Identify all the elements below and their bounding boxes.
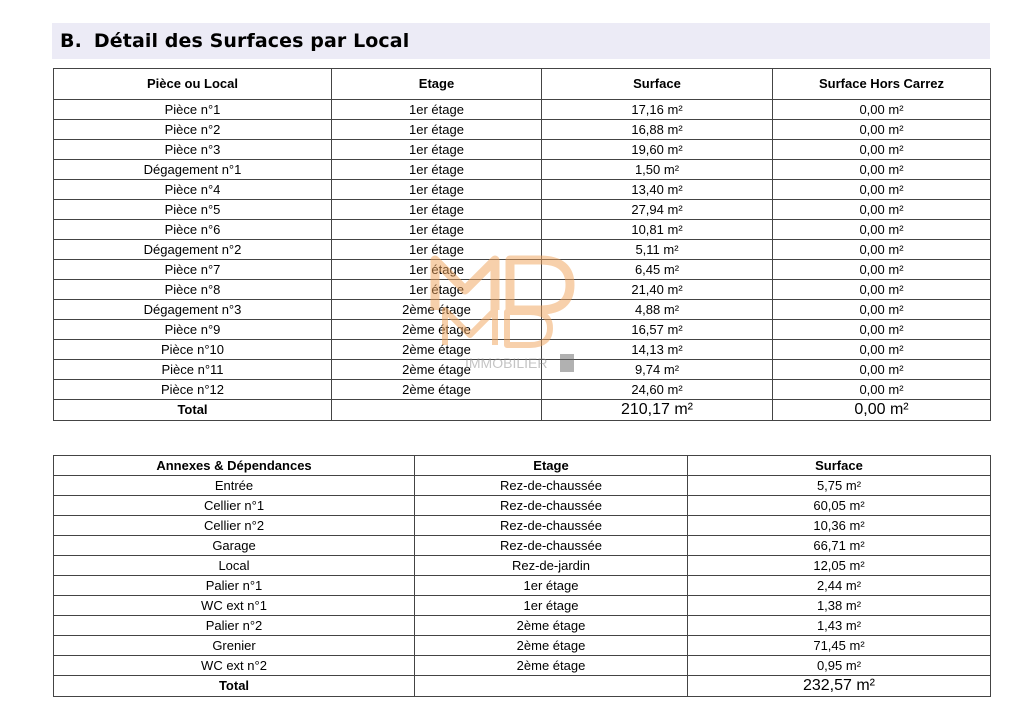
table-header-row — [54, 456, 991, 476]
cell-surface: 60,05 m² — [688, 496, 991, 516]
cell-hors-carrez: 0,00 m² — [773, 360, 991, 380]
table-row — [54, 636, 991, 656]
table-row — [54, 360, 991, 380]
cell-surface: 0,95 m² — [688, 656, 991, 676]
cell-hors-carrez: 0,00 m² — [773, 320, 991, 340]
cell-hors-carrez: 0,00 m² — [773, 260, 991, 280]
cell-surface: 10,81 m² — [542, 220, 773, 240]
cell-etage: 2ème étage — [332, 320, 542, 340]
total-etage — [332, 400, 542, 421]
cell-etage: 2ème étage — [415, 656, 688, 676]
cell-etage: 2ème étage — [332, 300, 542, 320]
cell-piece: Pièce n°6 — [54, 220, 332, 240]
cell-annexe: Cellier n°1 — [54, 496, 415, 516]
cell-piece: Dégagement n°2 — [54, 240, 332, 260]
table-row — [54, 320, 991, 340]
cell-annexe: WC ext n°2 — [54, 656, 415, 676]
cell-surface: 1,50 m² — [542, 160, 773, 180]
table-row — [54, 656, 991, 676]
cell-surface: 4,88 m² — [542, 300, 773, 320]
column-header-etage: Etage — [332, 69, 542, 100]
cell-annexe: WC ext n°1 — [54, 596, 415, 616]
cell-surface: 17,16 m² — [542, 100, 773, 120]
column-header-surface: Surface — [542, 69, 773, 100]
table-row — [54, 200, 991, 220]
table-row — [54, 120, 991, 140]
cell-surface: 2,44 m² — [688, 576, 991, 596]
cell-surface: 10,36 m² — [688, 516, 991, 536]
cell-etage: Rez-de-chaussée — [415, 516, 688, 536]
cell-surface: 9,74 m² — [542, 360, 773, 380]
table-total-row — [54, 400, 991, 421]
section-letter: B. — [60, 30, 82, 52]
cell-annexe: Palier n°2 — [54, 616, 415, 636]
cell-surface: 19,60 m² — [542, 140, 773, 160]
cell-etage: 1er étage — [332, 160, 542, 180]
cell-hors-carrez: 0,00 m² — [773, 200, 991, 220]
column-header-annexes: Annexes & Dépendances — [54, 456, 415, 476]
total-surface: 232,57 m² — [688, 676, 991, 697]
cell-annexe: Cellier n°2 — [54, 516, 415, 536]
cell-surface: 66,71 m² — [688, 536, 991, 556]
table-row — [54, 300, 991, 320]
cell-etage: 1er étage — [415, 596, 688, 616]
table-row — [54, 140, 991, 160]
cell-etage: 2ème étage — [332, 380, 542, 400]
cell-surface: 16,57 m² — [542, 320, 773, 340]
cell-piece: Pièce n°9 — [54, 320, 332, 340]
cell-etage: Rez-de-chaussée — [415, 536, 688, 556]
cell-etage: 1er étage — [332, 220, 542, 240]
cell-surface: 16,88 m² — [542, 120, 773, 140]
cell-annexe: Garage — [54, 536, 415, 556]
cell-piece: Dégagement n°1 — [54, 160, 332, 180]
table-row — [54, 496, 991, 516]
cell-piece: Pièce n°4 — [54, 180, 332, 200]
total-surface: 210,17 m² — [542, 400, 773, 421]
table-row — [54, 616, 991, 636]
cell-surface: 24,60 m² — [542, 380, 773, 400]
cell-hors-carrez: 0,00 m² — [773, 240, 991, 260]
table-row — [54, 516, 991, 536]
cell-etage: Rez-de-chaussée — [415, 476, 688, 496]
cell-hors-carrez: 0,00 m² — [773, 300, 991, 320]
cell-surface: 71,45 m² — [688, 636, 991, 656]
column-header-hors-carrez: Surface Hors Carrez — [773, 69, 991, 100]
cell-etage: 1er étage — [332, 140, 542, 160]
cell-etage: 2ème étage — [332, 360, 542, 380]
table-row — [54, 240, 991, 260]
cell-etage: 2ème étage — [332, 340, 542, 360]
table-row — [54, 340, 991, 360]
table-row — [54, 380, 991, 400]
table-row — [54, 476, 991, 496]
cell-surface: 6,45 m² — [542, 260, 773, 280]
table-row — [54, 596, 991, 616]
cell-etage: 2ème étage — [415, 616, 688, 636]
cell-surface: 1,38 m² — [688, 596, 991, 616]
cell-etage: 1er étage — [332, 280, 542, 300]
annexes-table — [53, 455, 991, 697]
cell-hors-carrez: 0,00 m² — [773, 160, 991, 180]
cell-etage: 1er étage — [332, 200, 542, 220]
cell-piece: Pièce n°10 — [54, 340, 332, 360]
table-row — [54, 100, 991, 120]
table-row — [54, 180, 991, 200]
section-title-text: Détail des Surfaces par Local — [93, 30, 410, 52]
cell-hors-carrez: 0,00 m² — [773, 140, 991, 160]
watermark-subtitle: IMMOBILIER — [465, 355, 548, 371]
cell-etage: 1er étage — [415, 576, 688, 596]
column-header-piece: Pièce ou Local — [54, 69, 332, 100]
cell-annexe: Grenier — [54, 636, 415, 656]
cell-etage: 1er étage — [332, 100, 542, 120]
cell-etage: 1er étage — [332, 240, 542, 260]
cell-piece: Pièce n°8 — [54, 280, 332, 300]
cell-surface: 21,40 m² — [542, 280, 773, 300]
table-row — [54, 260, 991, 280]
cell-piece: Pièce n°2 — [54, 120, 332, 140]
table-row — [54, 576, 991, 596]
cell-annexe: Entrée — [54, 476, 415, 496]
cell-etage: 2ème étage — [415, 636, 688, 656]
cell-etage: 1er étage — [332, 260, 542, 280]
cell-piece: Pièce n°11 — [54, 360, 332, 380]
cell-hors-carrez: 0,00 m² — [773, 120, 991, 140]
cell-surface: 14,13 m² — [542, 340, 773, 360]
cell-etage: 1er étage — [332, 120, 542, 140]
cell-hors-carrez: 0,00 m² — [773, 380, 991, 400]
table-row — [54, 536, 991, 556]
cell-piece: Pièce n°5 — [54, 200, 332, 220]
surfaces-table — [53, 68, 991, 421]
cell-surface: 12,05 m² — [688, 556, 991, 576]
total-label: Total — [54, 400, 332, 421]
cell-etage: Rez-de-jardin — [415, 556, 688, 576]
cell-hors-carrez: 0,00 m² — [773, 100, 991, 120]
table-row — [54, 280, 991, 300]
total-hors-carrez: 0,00 m² — [773, 400, 991, 421]
table-total-row — [54, 676, 991, 697]
cell-piece: Dégagement n°3 — [54, 300, 332, 320]
cell-annexe: Palier n°1 — [54, 576, 415, 596]
total-etage — [415, 676, 688, 697]
table-header-row — [54, 69, 991, 100]
cell-surface: 27,94 m² — [542, 200, 773, 220]
cell-etage: Rez-de-chaussée — [415, 496, 688, 516]
column-header-etage: Etage — [415, 456, 688, 476]
cell-hors-carrez: 0,00 m² — [773, 220, 991, 240]
cell-surface: 5,75 m² — [688, 476, 991, 496]
cell-surface: 1,43 m² — [688, 616, 991, 636]
cell-annexe: Local — [54, 556, 415, 576]
cell-etage: 1er étage — [332, 180, 542, 200]
total-label: Total — [54, 676, 415, 697]
table-row — [54, 556, 991, 576]
cell-surface: 5,11 m² — [542, 240, 773, 260]
cell-hors-carrez: 0,00 m² — [773, 180, 991, 200]
table-row — [54, 220, 991, 240]
cell-hors-carrez: 0,00 m² — [773, 340, 991, 360]
table-row — [54, 160, 991, 180]
section-title — [52, 23, 990, 59]
cell-piece: Pièce n°3 — [54, 140, 332, 160]
cell-piece: Pièce n°12 — [54, 380, 332, 400]
cell-piece: Pièce n°7 — [54, 260, 332, 280]
cell-piece: Pièce n°1 — [54, 100, 332, 120]
cell-surface: 13,40 m² — [542, 180, 773, 200]
column-header-surface: Surface — [688, 456, 991, 476]
cell-hors-carrez: 0,00 m² — [773, 280, 991, 300]
